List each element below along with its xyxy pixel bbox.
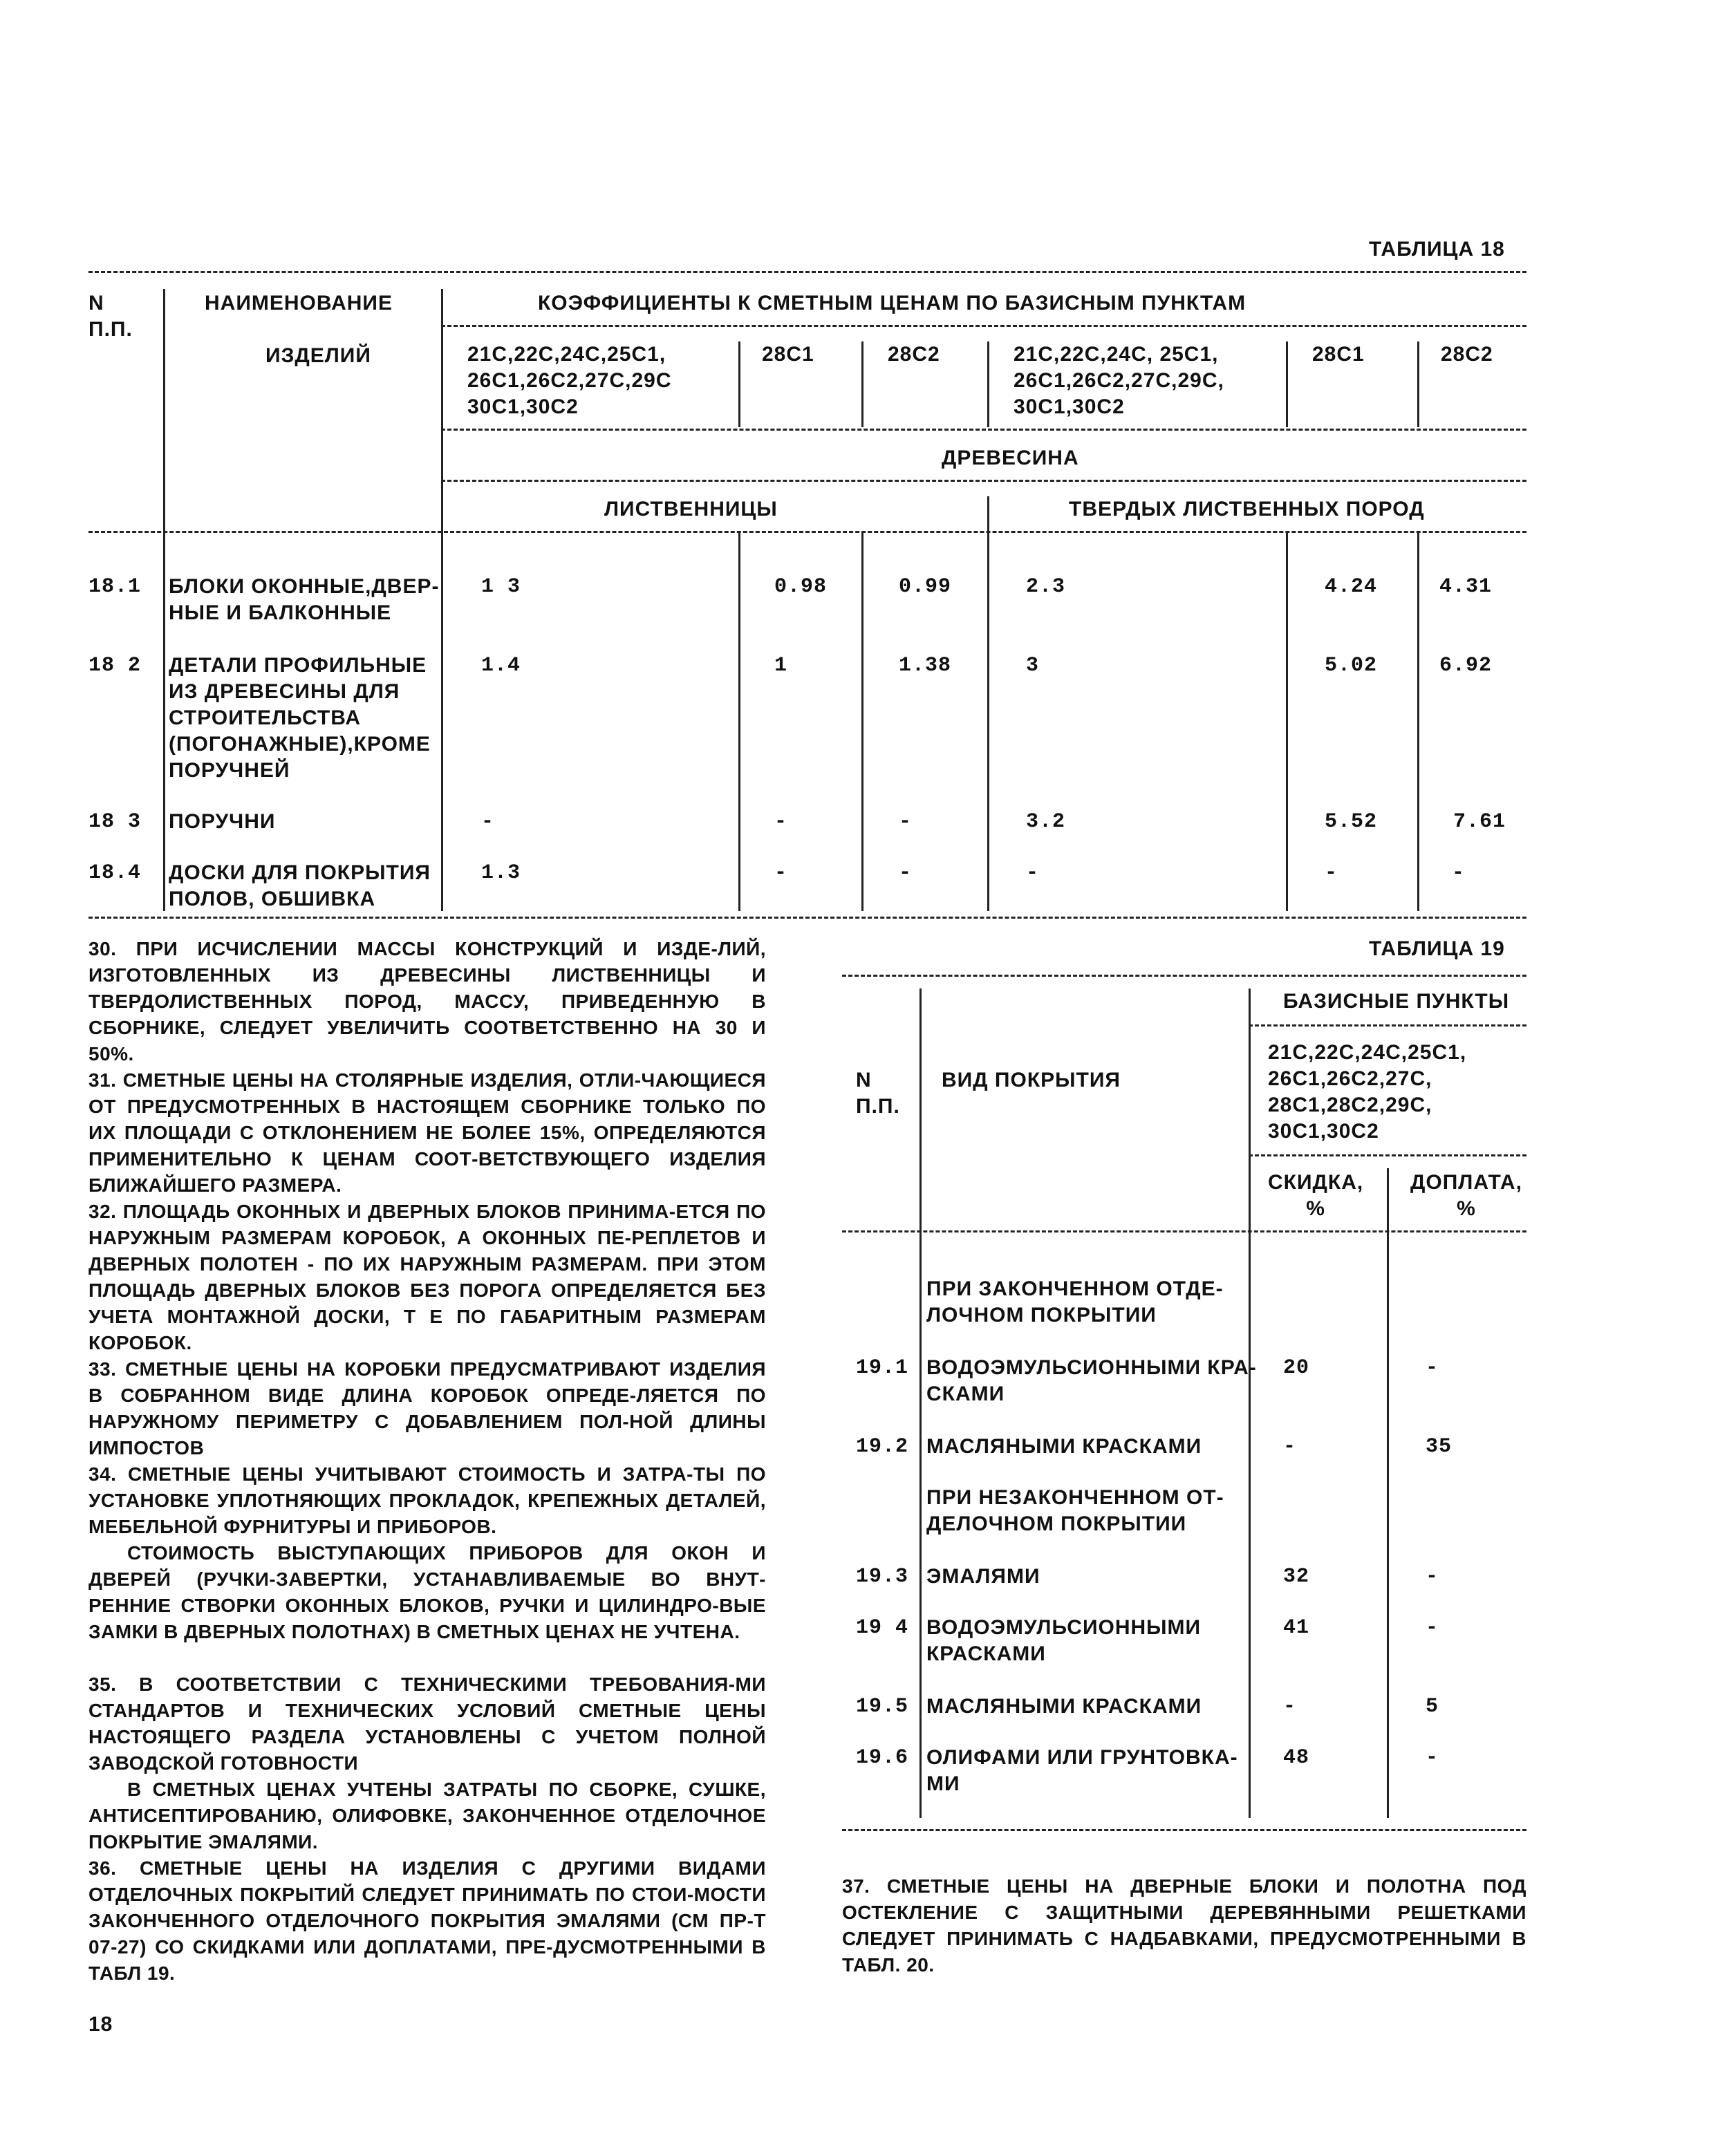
table19-surcharge: 35 bbox=[1426, 1435, 1453, 1459]
table19-points: 21С,22С,24С,25С1, 26С1,26С2,27С, 28С1,28С2,29С, 30С1,30С2 bbox=[1268, 1041, 1467, 1143]
rule bbox=[88, 917, 1526, 919]
table18-divider bbox=[1417, 531, 1419, 911]
table19-surcharge: - bbox=[1426, 1746, 1439, 1770]
paragraph-33 bbox=[88, 1356, 766, 1461]
table19-discount: 41 bbox=[1283, 1616, 1310, 1640]
rule bbox=[1249, 1154, 1526, 1156]
table18-divider bbox=[987, 496, 989, 911]
paragraph-36 bbox=[88, 1855, 766, 1987]
table18-cell: - bbox=[1026, 861, 1040, 885]
table18-cell: 7.61 bbox=[1453, 810, 1506, 834]
rule bbox=[441, 480, 1526, 482]
table18-cell: 5.02 bbox=[1325, 654, 1378, 677]
table19-discount: 32 bbox=[1283, 1565, 1310, 1588]
page-number: 18 bbox=[88, 2013, 113, 2036]
table18-cell: - bbox=[1325, 861, 1338, 885]
paragraph-number: 33. bbox=[88, 1358, 117, 1380]
table18-cell: - bbox=[774, 861, 788, 885]
table19-surcharge: - bbox=[1426, 1565, 1439, 1588]
rule bbox=[441, 429, 1526, 431]
table19-group-finished: ПРИ ЗАКОНЧЕННОМ ОТДЕ- ЛОЧНОМ ПОКРЫТИИ bbox=[926, 1277, 1224, 1327]
rule bbox=[88, 531, 1526, 533]
table18-cell: 5.52 bbox=[1325, 810, 1378, 834]
table18-divider bbox=[738, 341, 740, 427]
table18-cell: 1.3 bbox=[481, 861, 521, 885]
rule bbox=[842, 1230, 1526, 1232]
table19-row-name: ОЛИФАМИ ИЛИ ГРУНТОВКА- МИ bbox=[926, 1746, 1238, 1795]
table18-cell: 0.98 bbox=[774, 575, 828, 599]
table18-point-2: 28С1 bbox=[762, 343, 814, 366]
table18-cell: 2.3 bbox=[1026, 575, 1066, 599]
table18-group-hardwood: ТВЕРДЫХ ЛИСТВЕННЫХ ПОРОД bbox=[1069, 498, 1425, 521]
table18-row-name: ДОСКИ ДЛЯ ПОКРЫТИЯ ПОЛОВ, ОБШИВКА bbox=[169, 861, 431, 910]
table18-cell: 3.2 bbox=[1026, 810, 1066, 834]
paragraph-35 bbox=[88, 1671, 766, 1777]
table19-caption: ТАБЛИЦА 19 bbox=[1369, 937, 1505, 960]
table18-cell: 6.92 bbox=[1439, 654, 1493, 677]
paragraph-text: СМЕТНЫЕ ЦЕНЫ НА ИЗДЕЛИЯ С ДРУГИМИ ВИДАМИ ОТДЕЛОЧНЫХ ПОКРЫТИЙ СЛЕДУЕТ ПРИНИМАТЬ ПО СТОИ-МОСТИ ЗАКОНЧЕННОГО ОТДЕЛОЧНОГО ПОКРЫТИЯ ЭМАЛЯМИ (СМ ПР-Т 07-27) СО СКИДКАМИ ИЛИ ДОПЛАТАМИ, ПРЕ-ДУСМОТРЕННЫМИ В ТАБЛ 19. bbox=[88, 1857, 766, 1984]
table19-discount: 20 bbox=[1283, 1356, 1310, 1380]
table18-cell: 4.31 bbox=[1439, 575, 1493, 599]
table18-row-name: ПОРУЧНИ bbox=[169, 810, 276, 833]
table18-point-5: 28С1 bbox=[1312, 343, 1365, 366]
table19-points-header: БАЗИСНЫЕ ПУНКТЫ bbox=[1283, 990, 1510, 1013]
rule bbox=[441, 325, 1526, 327]
table19-discount: 48 bbox=[1283, 1746, 1310, 1770]
paragraph-32 bbox=[88, 1199, 766, 1356]
table18-cell: - bbox=[774, 810, 788, 834]
table18-caption: ТАБЛИЦА 18 bbox=[1369, 238, 1505, 261]
table19-divider bbox=[1387, 1168, 1389, 1818]
paragraph-30 bbox=[88, 936, 766, 1067]
paragraph-34 bbox=[88, 1461, 766, 1540]
table18-point-1: 21С,22С,24С,25С1, 26С1,26С2,27С,29С 30С1,30С2 bbox=[467, 343, 672, 418]
table19-col-type: ВИД ПОКРЫТИЯ bbox=[942, 1069, 1121, 1091]
paragraph-text: СМЕТНЫЕ ЦЕНЫ НА ДВЕРНЫЕ БЛОКИ И ПОЛОТНА ПОД ОСТЕКЛЕНИЕ С ЗАЩИТНЫМИ ДЕРЕВЯННЫМИ РЕШЕТКАМИ СЛЕДУЕТ ПРИНИМАТЬ С НАДБАВКАМИ, ПРЕДУСМОТРЕННЫМИ В ТАБЛ. 20. bbox=[842, 1875, 1526, 1976]
table18-divider bbox=[1286, 531, 1288, 911]
table18-divider bbox=[1286, 341, 1288, 427]
paragraph-text: СМЕТНЫЕ ЦЕНЫ НА КОРОБКИ ПРЕДУСМАТРИВАЮТ ИЗДЕЛИЯ В СОБРАННОМ ВИДЕ ДЛИНА КОРОБОК ОПРЕДЕ-ЛЯЕТСЯ ПО НАРУЖНОМУ ПЕРИМЕТРУ С ДОБАВЛЕНИЕМ ПОЛ-НОЙ ДЛИНЫ ИМПОСТОВ bbox=[88, 1358, 766, 1459]
table18-row-name: ДЕТАЛИ ПРОФИЛЬНЫЕ ИЗ ДРЕВЕСИНЫ ДЛЯ СТРОИТЕЛЬСТВА (ПОГОНАЖНЫЕ),КРОМЕ ПОРУЧНЕЙ bbox=[169, 654, 431, 782]
paragraph-37 bbox=[842, 1873, 1526, 1978]
table18-row-num: 18 3 bbox=[88, 810, 142, 834]
table18-cell: 3 bbox=[1026, 654, 1040, 677]
table18-cell: 1.38 bbox=[899, 654, 952, 677]
paragraph-number: 37. bbox=[842, 1875, 870, 1897]
table18-divider bbox=[441, 289, 443, 911]
paragraph-text: ПЛОЩАДЬ ОКОННЫХ И ДВЕРНЫХ БЛОКОВ ПРИНИМА-ЕТСЯ ПО НАРУЖНЫМ РАЗМЕРАМ КОРОБОК, А ОКОННЫХ ПЕ-РЕПЛЕТОВ И ДВЕРНЫХ ПОЛОТЕН - ПО ИХ НАРУЖНЫМ РАЗМЕРАМ. ПРИ ЭТОМ ПЛОЩАДЬ ДВЕРНЫХ БЛОКОВ БЕЗ ПОРОГА ОПРЕДЕЛЯЕТСЯ БЕЗ УЧЕТА МОНТАЖНОЙ ДОСКИ, Т Е ПО ГАБАРИТНЫМ РАЗМЕРАМ КОРОБОК. bbox=[88, 1201, 766, 1353]
table18-cell: - bbox=[899, 810, 913, 834]
paragraph-text: В СМЕТНЫХ ЦЕНАХ УЧТЕНЫ ЗАТРАТЫ ПО СБОРКЕ, СУШКЕ, АНТИСЕПТИРОВАНИЮ, ОЛИФОВКЕ, ЗАКОНЧЕННОЕ ОТДЕЛОЧНОЕ ПОКРЫТИЕ ЭМАЛЯМИ. bbox=[88, 1779, 766, 1853]
table18-cell: - bbox=[481, 810, 495, 834]
table19-col-surcharge: ДОПЛАТА, % bbox=[1410, 1171, 1522, 1220]
paragraph-number: 31. bbox=[88, 1069, 117, 1091]
table19-discount: - bbox=[1283, 1435, 1297, 1459]
table19-row-num: 19.5 bbox=[856, 1695, 909, 1718]
table18-row-num: 18.1 bbox=[88, 575, 142, 599]
table18-divider bbox=[987, 341, 989, 427]
table18-cell: 0.99 bbox=[899, 575, 952, 599]
table18-group-larch: ЛИСТВЕННИЦЫ bbox=[604, 498, 778, 521]
table18-row-num: 18.4 bbox=[88, 861, 142, 885]
paragraph-text: ПРИ ИСЧИСЛЕНИИ МАССЫ КОНСТРУКЦИЙ И ИЗДЕ-ЛИЙ, ИЗГОТОВЛЕННЫХ ИЗ ДРЕВЕСИНЫ ЛИСТВЕННИЦЫ И ТВЕРДОЛИСТВЕННЫХ ПОРОД, МАССУ, ПРИВЕДЕННУЮ В СБОРНИКЕ, СЛЕДУЕТ УВЕЛИЧИТЬ СООТВЕТСТВЕННО НА 30 И 50%. bbox=[88, 938, 766, 1065]
table18-cell: 1.4 bbox=[481, 654, 521, 677]
table19-group-unfinished: ПРИ НЕЗАКОНЧЕННОМ ОТ- ДЕЛОЧНОМ ПОКРЫТИИ bbox=[926, 1486, 1224, 1535]
paragraph-text: В СООТВЕТСТВИИ С ТЕХНИЧЕСКИМИ ТРЕБОВАНИЯ-МИ СТАНДАРТОВ И ТЕХНИЧЕСКИХ УСЛОВИЙ СМЕТНЫЕ ЦЕНЫ НАСТОЯЩЕГО РАЗДЕЛА УСТАНОВЛЕНЫ С УЧЕТОМ ПОЛНОЙ ЗАВОДСКОЙ ГОТОВНОСТИ bbox=[88, 1674, 766, 1774]
table18-cell: - bbox=[899, 861, 913, 885]
table19-row-num: 19 4 bbox=[856, 1616, 909, 1640]
table19-row-name: ЭМАЛЯМИ bbox=[926, 1565, 1040, 1588]
table19-row-num: 19.1 bbox=[856, 1356, 909, 1380]
table18-cell: 1 bbox=[774, 654, 788, 677]
table18-divider bbox=[738, 531, 740, 911]
table19-row-name: МАСЛЯНЫМИ КРАСКАМИ bbox=[926, 1695, 1202, 1718]
table18-cell: 1 3 bbox=[481, 575, 521, 599]
paragraph-number: 30. bbox=[88, 938, 117, 959]
table18-col-num: N П.П. bbox=[88, 292, 133, 341]
table19-discount: - bbox=[1283, 1695, 1297, 1718]
table19-divider bbox=[919, 988, 922, 1818]
table18-wood-header: ДРЕВЕСИНА bbox=[942, 447, 1079, 469]
paragraph-text: СМЕТНЫЕ ЦЕНЫ УЧИТЫВАЮТ СТОИМОСТЬ И ЗАТРА-ТЫ ПО УСТАНОВКЕ УПЛОТНЯЮЩИХ ПРОКЛАДОК, КРЕПЕЖНЫХ ДЕТАЛЕЙ, МЕБЕЛЬНОЙ ФУРНИТУРЫ И ПРИБОРОВ. bbox=[88, 1463, 766, 1537]
table18-divider bbox=[861, 341, 863, 427]
paragraph-number: 35. bbox=[88, 1674, 117, 1695]
table18-point-4: 21С,22С,24С, 25С1, 26С1,26С2,27С,29С, 30С1,30С2 bbox=[1014, 343, 1224, 418]
paragraph-number: 36. bbox=[88, 1857, 117, 1879]
table19-row-num: 19.6 bbox=[856, 1746, 909, 1770]
table18-point-3: 28С2 bbox=[888, 343, 940, 366]
table19-col-discount: СКИДКА, % bbox=[1268, 1171, 1364, 1220]
table19-col-num: N П.П. bbox=[856, 1069, 900, 1118]
table19-surcharge: - bbox=[1426, 1356, 1439, 1380]
paragraph-number: 34. bbox=[88, 1463, 117, 1485]
paragraph-31 bbox=[88, 1067, 766, 1199]
table19-surcharge: 5 bbox=[1426, 1695, 1439, 1718]
table18-divider bbox=[163, 289, 165, 911]
paragraph-text: СМЕТНЫЕ ЦЕНЫ НА СТОЛЯРНЫЕ ИЗДЕЛИЯ, ОТЛИ-ЧАЮЩИЕСЯ ОТ ПРЕДУСМОТРЕННЫХ В НАСТОЯЩЕМ СБОРНИКЕ ТОЛЬКО ПО ИХ ПЛОЩАДИ С ОТКЛОНЕНИЕМ НЕ БОЛЕЕ 15%, ОПРЕДЕЛЯЮТСЯ ПРИМЕНИТЕЛЬНО К ЦЕНАМ СООТ-ВЕТСТВУЮЩЕГО ИЗДЕЛИЯ БЛИЖАЙШЕГО РАЗМЕРА. bbox=[88, 1069, 766, 1196]
rule bbox=[88, 271, 1526, 273]
table18-cell: - bbox=[1452, 861, 1466, 885]
table19-row-num: 19.3 bbox=[856, 1565, 909, 1588]
table18-coeff-header: КОЭФФИЦИЕНТЫ К СМЕТНЫМ ЦЕНАМ ПО БАЗИСНЫМ ПУНКТАМ bbox=[538, 292, 1246, 315]
rule bbox=[842, 1829, 1526, 1831]
table18-row-name: БЛОКИ ОКОННЫЕ,ДВЕР- НЫЕ И БАЛКОННЫЕ bbox=[169, 575, 440, 624]
paragraph-35b bbox=[88, 1777, 766, 1855]
table18-col-name-top: НАИМЕНОВАНИЕ bbox=[205, 292, 393, 315]
rule bbox=[1249, 1024, 1526, 1027]
table18-row-num: 18 2 bbox=[88, 654, 142, 677]
table19-row-name: ВОДОЭМУЛЬСИОННЫМИ КРА- СКАМИ bbox=[926, 1356, 1257, 1405]
table19-row-name: ВОДОЭМУЛЬСИОННЫМИ КРАСКАМИ bbox=[926, 1616, 1202, 1665]
table19-row-num: 19.2 bbox=[856, 1435, 909, 1459]
paragraph-34b bbox=[88, 1540, 766, 1645]
table19-surcharge: - bbox=[1426, 1616, 1439, 1640]
table18-divider bbox=[861, 531, 863, 911]
paragraph-text: СТОИМОСТЬ ВЫСТУПАЮЩИХ ПРИБОРОВ ДЛЯ ОКОН И ДВЕРЕЙ (РУЧКИ-ЗАВЕРТКИ, УСТАНАВЛИВАЕМЫЕ ВО ВНУТ-РЕННИЕ СТВОРКИ ОКОННЫХ БЛОКОВ, РУЧКИ И ЦИЛИНДРО-ВЫЕ ЗАМКИ В ДВЕРНЫХ ПОЛОТНАХ) В СМЕТНЫХ ЦЕНАХ НЕ УЧТЕНА. bbox=[88, 1542, 766, 1642]
table18-point-6: 28С2 bbox=[1441, 343, 1493, 366]
table18-divider bbox=[1417, 341, 1419, 427]
rule bbox=[842, 975, 1526, 977]
table18-col-name-bottom: ИЗДЕЛИЙ bbox=[265, 344, 371, 367]
table19-row-name: МАСЛЯНЫМИ КРАСКАМИ bbox=[926, 1435, 1202, 1458]
table18-cell: 4.24 bbox=[1325, 575, 1378, 599]
paragraph-number: 32. bbox=[88, 1201, 117, 1222]
